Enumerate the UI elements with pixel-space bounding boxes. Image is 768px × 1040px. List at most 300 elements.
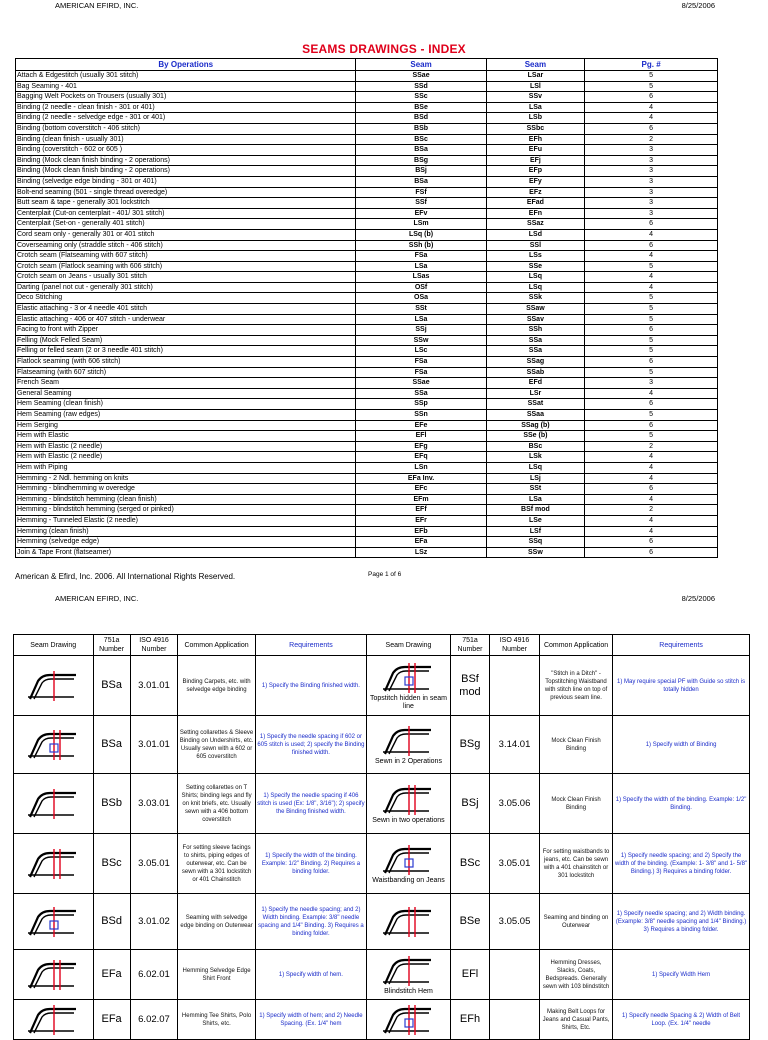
page-number-cell: 3 [585,378,718,389]
index-row [16,515,718,526]
detail-row [14,894,750,950]
requirements-cell: 1) Specify needle spacing; and 2) Width binding. (Example: 3/8" needle spacing and 1/4" Binding.) 3) Requires a binding folder. [613,894,750,950]
page-number-cell: 6 [585,357,718,368]
seam-code-cell: LSm [356,219,486,230]
page-number-cell: 4 [585,388,718,399]
detail-header-cell: ISO 4916 Number [490,635,540,656]
index-row [16,420,718,431]
operation-cell: Hem Serging [16,420,356,431]
index-row [16,134,718,145]
operation-cell: Centerplait (Set-on - generally 401 stitch) [16,219,356,230]
index-row [16,229,718,240]
page-number-cell: 4 [585,229,718,240]
seam-drawing-icon [379,724,437,758]
application-cell: Setting collarettes & Sleeve Binding on Undershirts, etc. Usually sewn with a 602 or 605 coverstitch [178,716,255,774]
seam-number-cell: BSj [450,774,489,834]
application-cell: Making Belt Loops for Jeans and Casual Pants, Shirts, Etc. [539,1000,612,1040]
index-row [16,145,718,156]
seam-drawing-icon [379,783,437,817]
index-row [16,198,718,209]
application-cell: Binding Carpets, etc. with selvedge edge binding [178,656,255,716]
page-number-cell: 5 [585,346,718,357]
requirements-cell: 1) Specify the Binding finished width. [255,656,366,716]
seam-drawing-caption: Waistbanding on Jeans [372,876,445,884]
seam-drawing-cell [14,1000,94,1040]
seam-drawing-icon [379,843,437,877]
index-table [15,58,718,558]
seam-number-cell: EFh [450,1000,489,1040]
seam-drawing-caption: Blindstitch Hem [384,987,433,995]
seam-code-cell: BSg [356,155,486,166]
index-row [16,293,718,304]
seam-code-cell: SSh (b) [356,240,486,251]
iso-number-cell: 3.01.01 [130,656,178,716]
operation-cell: Binding (coverstitch - 602 or 605 ) [16,145,356,156]
seam-code-cell: SSk [486,293,585,304]
seam-code-cell: FSa [356,357,486,368]
seam-drawing-cell [367,1000,451,1040]
operation-cell: Felling (Mock Felled Seam) [16,335,356,346]
index-header-cell: By Operations [16,59,356,71]
index-row [16,113,718,124]
seam-code-cell: BSj [356,166,486,177]
seam-code-cell: SSt [356,304,486,315]
seam-code-cell: EFd [486,378,585,389]
index-row [16,431,718,442]
application-cell: Seaming with selvedge edge binding on Outerwear [178,894,255,950]
operation-cell: Binding (clean finish - usually 301) [16,134,356,145]
page-number-cell: 4 [585,462,718,473]
index-row [16,176,718,187]
seam-code-cell: LSa [356,314,486,325]
application-cell: "Stitch in a Ditch" - Topstitching Waistband with stitch line on top of previous seam line. [539,656,612,716]
seam-code-cell: LSq [486,462,585,473]
seam-code-cell: LSb [486,113,585,124]
detail-row [14,950,750,1000]
seam-code-cell: LSk [486,452,585,463]
seam-code-cell: SSt [486,484,585,495]
page-number-cell: 4 [585,113,718,124]
detail-header-cell: Common Application [539,635,612,656]
index-row [16,399,718,410]
page-number-cell: 3 [585,166,718,177]
operation-cell: Hemming (selvedge edge) [16,537,356,548]
index-header-row [16,59,718,71]
page-number-cell: 3 [585,198,718,209]
seam-code-cell: SSw [486,547,585,558]
operation-cell: Attach & Edgestitch (usually 301 stitch) [16,71,356,82]
operation-cell: Bagging Welt Pockets on Trousers (usually 301) [16,92,356,103]
operation-cell: Join & Tape Front (flatseamer) [16,547,356,558]
iso-number-cell [490,656,540,716]
seam-code-cell: EFe [356,420,486,431]
seam-code-cell: SSd [356,81,486,92]
seam-code-cell: OSf [356,282,486,293]
seam-code-cell: FSa [356,367,486,378]
iso-number-cell: 3.03.01 [130,774,178,834]
detail-header-row [14,635,750,656]
seam-number-cell: BSc [450,834,489,894]
page-number-cell: 5 [585,314,718,325]
index-row [16,187,718,198]
seam-drawing-cell [14,774,94,834]
seam-code-cell: SSa [486,346,585,357]
index-row [16,505,718,516]
iso-number-cell: 6.02.01 [130,950,178,1000]
seam-number-cell: BSa [93,716,130,774]
seam-drawing-icon [24,1003,82,1037]
index-row [16,92,718,103]
operation-cell: Hem with Elastic (2 needle) [16,441,356,452]
operation-cell: Crotch seam on Jeans - usually 301 stitch [16,272,356,283]
operation-cell: Binding (Mock clean finish binding - 2 operations) [16,155,356,166]
requirements-cell: 1) Specify the needle spacing if 406 stitch is used (Ex: 1/8", 3/16"); 2) specify the Binding finished width. [255,774,366,834]
operation-cell: Hemming - Tunneled Elastic (2 needle) [16,515,356,526]
seam-code-cell: SSw [356,335,486,346]
seam-code-cell: LSr [486,388,585,399]
seam-code-cell: SSe [486,261,585,272]
seam-code-cell: OSa [356,293,486,304]
requirements-cell: 1) May require special PF with Guide so stitch is totally hidden [613,656,750,716]
seam-code-cell: SSag (b) [486,420,585,431]
iso-number-cell: 3.01.02 [130,894,178,950]
page-number-cell: 5 [585,261,718,272]
seam-code-cell: LSq (b) [356,229,486,240]
page-number-cell: 4 [585,251,718,262]
seam-code-cell: LSd [486,229,585,240]
seam-code-cell: LSc [356,346,486,357]
seam-code-cell: SSa [486,335,585,346]
seam-code-cell: BSf mod [486,505,585,516]
operation-cell: Butt seam & tape - generally 301 lockstitch [16,198,356,209]
header-company: AMERICAN EFIRD, INC. [55,1,139,10]
seam-code-cell: EFf [356,505,486,516]
seam-code-cell: SSn [356,410,486,421]
seam-code-cell: EFad [486,198,585,209]
page-number-cell: 2 [585,441,718,452]
operation-cell: Hem with Piping [16,462,356,473]
operation-cell: Hem Seaming (clean finish) [16,399,356,410]
operation-cell: Elastic attaching - 406 or 407 stitch - underwear [16,314,356,325]
seam-code-cell: SSae [356,378,486,389]
seam-code-cell: EFz [486,187,585,198]
operation-cell: Crotch seam (Flatseaming with 607 stitch) [16,251,356,262]
application-cell: Seaming and binding on Outerwear [539,894,612,950]
page-number-cell: 4 [585,282,718,293]
page-number-cell: 4 [585,452,718,463]
seam-code-cell: SSc [356,92,486,103]
page-number-cell: 6 [585,537,718,548]
seam-number-cell: BSb [93,774,130,834]
seam-code-cell: LSl [486,81,585,92]
operation-cell: General Seaming [16,388,356,399]
seam-code-cell: BSc [356,134,486,145]
seam-drawing-icon [24,958,82,992]
seam-code-cell: SSf [356,198,486,209]
detail-header-cell: 751a Number [450,635,489,656]
seam-code-cell: EFr [356,515,486,526]
seam-code-cell: EFa Inv. [356,473,486,484]
application-cell: Mock Clean Finish Binding [539,774,612,834]
operation-cell: Hemming - blindhemming w overedge [16,484,356,495]
seam-drawing-cell [14,894,94,950]
seam-code-cell: SSat [486,399,585,410]
index-row [16,452,718,463]
seam-code-cell: SSav [486,314,585,325]
operation-cell: Facing to front with Zipper [16,325,356,336]
seam-code-cell: BSb [356,123,486,134]
seam-drawing-cell [367,716,451,774]
page-number-cell: 6 [585,219,718,230]
seam-number-cell: EFa [93,950,130,1000]
detail-header-cell: ISO 4916 Number [130,635,178,656]
seam-code-cell: SSae [356,71,486,82]
seam-code-cell: EFb [356,526,486,537]
seam-code-cell: EFj [486,155,585,166]
application-cell: Setting collarettes on T Shirts; binding legs and fly on knit briefs, etc. Usually sewn with a 406 bottom coverstitch [178,774,255,834]
seam-code-cell: BSa [356,176,486,187]
header-company: AMERICAN EFIRD, INC. [55,594,139,603]
seam-code-cell: EFm [356,494,486,505]
requirements-cell: 1) Specify the width of the binding. Example: 1/2" Binding. [613,774,750,834]
application-cell: Mock Clean Finish Binding [539,716,612,774]
page-number-cell: 6 [585,123,718,134]
seam-code-cell: SSaz [486,219,585,230]
detail-row [14,774,750,834]
page-number-cell: 5 [585,367,718,378]
operation-cell: Hemming - blindstitch hemming (serged or pinked) [16,505,356,516]
seam-drawing-cell [367,834,451,894]
iso-number-cell: 3.05.05 [490,894,540,950]
seam-code-cell: LSa [486,102,585,113]
operation-cell: Elastic attaching - 3 or 4 needle 401 stitch [16,304,356,315]
page-number-cell: 4 [585,473,718,484]
page-number-cell: 4 [585,515,718,526]
operation-cell: Binding (bottom coverstitch - 406 stitch) [16,123,356,134]
application-cell: Hemming Tee Shirts, Polo Shirts, etc. [178,1000,255,1040]
operation-cell: Bag Seaming - 401 [16,81,356,92]
seam-code-cell: LSq [486,272,585,283]
seam-drawing-caption: Sewn in 2 Operations [375,757,442,765]
iso-number-cell: 3.05.06 [490,774,540,834]
seam-drawing-icon [379,954,437,988]
operation-cell: Binding (2 needle - clean finish - 301 or 401) [16,102,356,113]
index-row [16,208,718,219]
seam-code-cell: SSh [486,325,585,336]
page-number-cell: 6 [585,420,718,431]
seam-code-cell: EFq [356,452,486,463]
application-cell: Hemming Selvedge Edge Shirt Front [178,950,255,1000]
seam-drawing-cell [14,950,94,1000]
detail-row [14,716,750,774]
index-row [16,346,718,357]
detail-header-cell: Requirements [255,635,366,656]
index-header-cell: Seam [486,59,585,71]
page-number-cell: 3 [585,145,718,156]
requirements-cell: 1) Specify the needle spacing if 602 or 605 stitch is used; 2) specify the Binding finished width. [255,716,366,774]
operation-cell: Hemming - 2 Ndl. hemming on knits [16,473,356,484]
index-header-cell: Pg. # [585,59,718,71]
page-header [0,1,768,13]
index-row [16,81,718,92]
detail-row [14,834,750,894]
seam-drawing-cell [14,656,94,716]
seam-drawing-icon [24,787,82,821]
seam-code-cell: SSaw [486,304,585,315]
seam-code-cell: EFp [486,166,585,177]
page-number: Page 1 of 6 [368,571,402,578]
detail-header-cell: Requirements [613,635,750,656]
page-number-cell: 3 [585,155,718,166]
operation-cell: Binding (selvedge edge binding - 301 or 401) [16,176,356,187]
operation-cell: Flatseaming (with 607 stitch) [16,367,356,378]
page-number-cell: 3 [585,187,718,198]
seam-drawing-icon [379,905,437,939]
seam-code-cell: BSa [356,145,486,156]
page-number-cell: 2 [585,505,718,516]
seam-number-cell: BSf mod [450,656,489,716]
seam-number-cell: EFl [450,950,489,1000]
seam-drawing-icon [24,728,82,762]
page-number-cell: 5 [585,431,718,442]
operation-cell: Felling or felled seam (2 or 3 needle 401 stitch) [16,346,356,357]
page-title: SEAMS DRAWINGS - INDEX [302,42,466,56]
detail-header-cell: Seam Drawing [367,635,451,656]
header-date: 8/25/2006 [681,1,715,10]
seam-code-cell: SSbc [486,123,585,134]
page-number-cell: 4 [585,102,718,113]
page-number-cell: 6 [585,547,718,558]
seam-drawing-caption: Topstitch hidden in seam line [369,694,448,710]
detail-row [14,1000,750,1040]
seam-code-cell: SSv [486,92,585,103]
index-row [16,261,718,272]
seam-drawing-caption: Sewn in two operations [372,816,445,824]
index-row [16,71,718,82]
page-number-cell: 3 [585,176,718,187]
seam-code-cell: LSa [356,261,486,272]
seam-drawing-icon [24,905,82,939]
seam-code-cell: LSe [486,515,585,526]
seam-code-cell: LSs [486,251,585,262]
index-row [16,102,718,113]
index-row [16,155,718,166]
page-header-2 [0,594,768,606]
seam-code-cell: LSar [486,71,585,82]
index-row [16,367,718,378]
requirements-cell: 1) Specify the width of the binding. Example: 1/2" Binding. 2) Requires a binding folder. [255,834,366,894]
index-row [16,166,718,177]
index-row [16,526,718,537]
page-number-cell: 3 [585,208,718,219]
seam-drawing-icon [24,669,82,703]
index-row [16,473,718,484]
page-number-cell: 5 [585,410,718,421]
index-row [16,240,718,251]
seam-drawing-cell [367,894,451,950]
detail-header-cell: Seam Drawing [14,635,94,656]
seam-code-cell: LSj [486,473,585,484]
seam-code-cell: EFn [486,208,585,219]
requirements-cell: 1) Specify Width Hem [613,950,750,1000]
seam-number-cell: BSd [93,894,130,950]
page-number-cell: 5 [585,304,718,315]
index-row [16,410,718,421]
page-number-cell: 4 [585,526,718,537]
seam-drawing-cell [367,656,451,716]
page-number-cell: 5 [585,335,718,346]
operation-cell: Cord seam only - generally 301 or 401 stitch [16,229,356,240]
seam-code-cell: LSa [486,494,585,505]
operation-cell: Deco Stitching [16,293,356,304]
page-number-cell: 5 [585,71,718,82]
application-cell: For setting sleeve facings to shirts, piping edges of outerwear, etc. Can be sewn with a 301 lockstitch or 401 Chainstitch [178,834,255,894]
seam-code-cell: SSl [486,240,585,251]
operation-cell: Darting (panel not cut - generally 301 stitch) [16,282,356,293]
application-cell: Hemming Dresses, Slacks, Coats, Bedspreads. Generally sewn with 103 blindstitch [539,950,612,1000]
operation-cell: Bolt-end seaming (501 - single thread overedge) [16,187,356,198]
seam-code-cell: SSag [486,357,585,368]
requirements-cell: 1) Specify width of hem. [255,950,366,1000]
index-row [16,441,718,452]
detail-row [14,656,750,716]
seam-code-cell: SSe (b) [486,431,585,442]
seam-drawing-icon [379,1003,437,1037]
operation-cell: Hemming - blindstitch hemming (clean finish) [16,494,356,505]
index-row [16,304,718,315]
seam-code-cell: SSq [486,537,585,548]
operation-cell: Hem with Elastic [16,431,356,442]
requirements-cell: 1) Specify width of hem; and 2) Needle Spacing. (Ex. 1/4" hem [255,1000,366,1040]
iso-number-cell: 3.01.01 [130,716,178,774]
requirements-cell: 1) Specify the needle spacing; and 2) Width binding. Example: 3/8" needle spacing and 1/4" Binding. 3) Requires a binding folder. [255,894,366,950]
seam-code-cell: LSq [486,282,585,293]
seam-code-cell: BSe [356,102,486,113]
page-number-cell: 4 [585,494,718,505]
detail-table [13,634,750,1040]
detail-header-cell: Common Application [178,635,255,656]
seam-number-cell: BSe [450,894,489,950]
seam-number-cell: EFa [93,1000,130,1040]
index-row [16,251,718,262]
index-row [16,378,718,389]
seam-code-cell: EFc [356,484,486,495]
index-row [16,547,718,558]
seam-code-cell: SSab [486,367,585,378]
iso-number-cell: 3.05.01 [130,834,178,894]
index-row [16,282,718,293]
rights-notice: American & Efird, Inc. 2006. All International Rights Reserved. [15,572,236,581]
seam-code-cell: BSc [486,441,585,452]
seam-code-cell: SSj [356,325,486,336]
page-number-cell: 6 [585,325,718,336]
seam-code-cell: LSas [356,272,486,283]
seam-code-cell: EFv [356,208,486,219]
index-row [16,494,718,505]
seam-code-cell: EFh [486,134,585,145]
seam-code-cell: EFg [356,441,486,452]
operation-cell: Centerplait (Cut-on centerplait - 401/ 301 stitch) [16,208,356,219]
iso-number-cell: 6.02.07 [130,1000,178,1040]
operation-cell: Binding (Mock clean finish binding - 2 operations) [16,166,356,177]
seam-code-cell: EFl [356,431,486,442]
header-date: 8/25/2006 [681,594,715,603]
operation-cell: Hem Seaming (raw edges) [16,410,356,421]
seam-code-cell: EFa [356,537,486,548]
seam-drawing-icon [24,847,82,881]
seam-code-cell: BSd [356,113,486,124]
seam-number-cell: BSg [450,716,489,774]
